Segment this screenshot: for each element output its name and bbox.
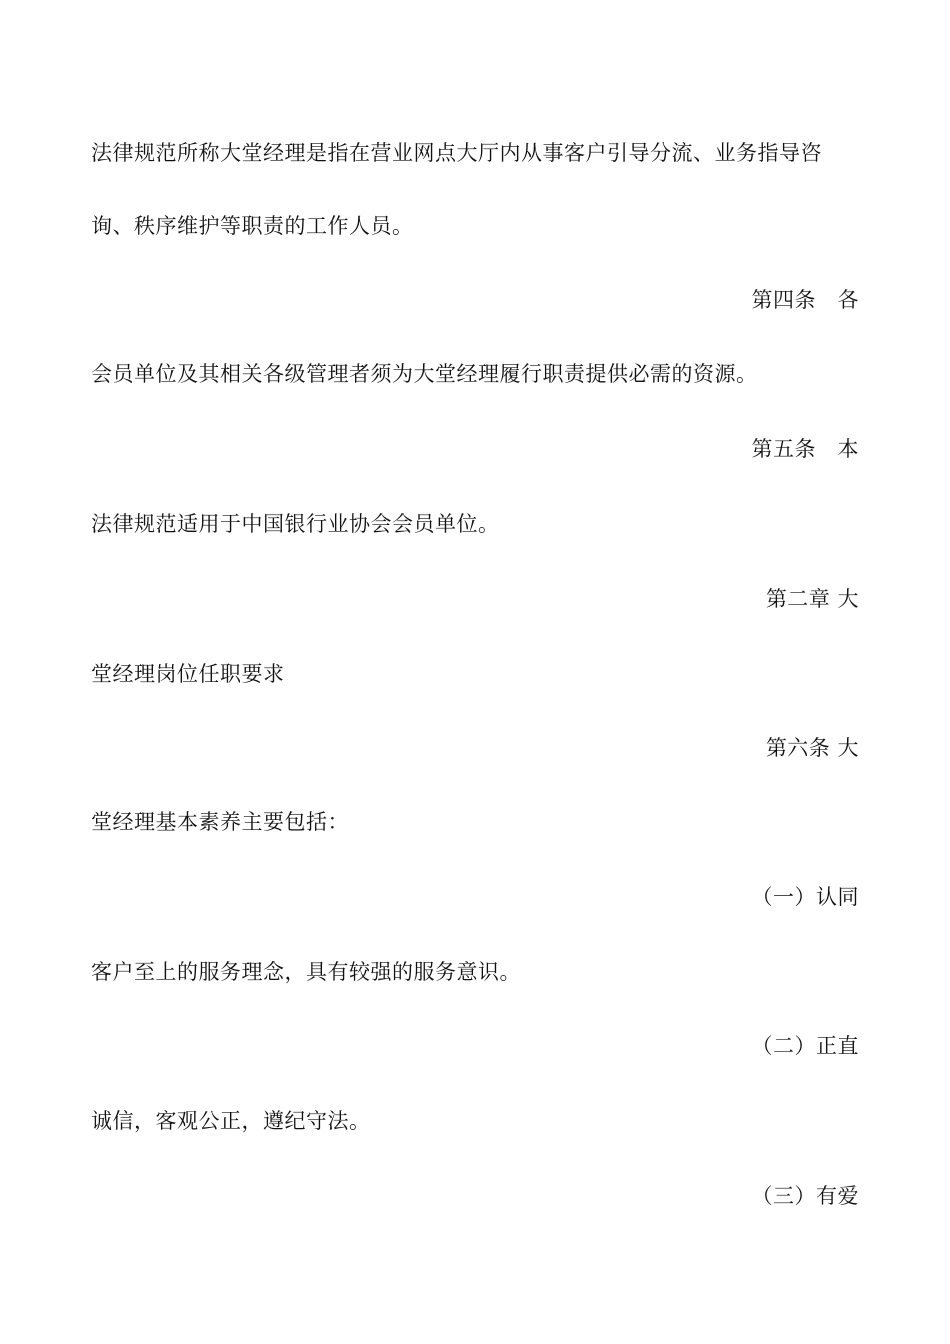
- paragraph-line-3: 会员单位及其相关各级管理者须为大堂经理履行职责提供必需的资源。: [91, 362, 758, 386]
- paragraph-line-2: 询、秩序维护等职责的工作人员。: [91, 214, 414, 238]
- paragraph-line-1: 法律规范所称大堂经理是指在营业网点大厅内从事客户引导分流、业务指导咨: [91, 141, 822, 165]
- paragraph-line-5: 堂经理岗位任职要求: [91, 662, 285, 686]
- article-5-heading: 第五条 本: [751, 437, 859, 461]
- article-6-heading: 第六条 大: [765, 736, 859, 760]
- paragraph-line-8: 诚信，客观公正，遵纪守法。: [91, 1109, 371, 1133]
- item-2-heading: （二）正直: [751, 1034, 859, 1058]
- item-1-heading: （一）认同: [751, 885, 859, 909]
- paragraph-line-4: 法律规范适用于中国银行业协会会员单位。: [91, 512, 500, 536]
- article-4-heading: 第四条 各: [751, 288, 859, 312]
- paragraph-line-7: 客户至上的服务理念，具有较强的服务意识。: [91, 960, 521, 984]
- paragraph-line-6: 堂经理基本素养主要包括：: [91, 810, 349, 834]
- chapter-2-heading: 第二章 大: [765, 587, 859, 611]
- item-3-heading: （三）有爱: [751, 1184, 859, 1208]
